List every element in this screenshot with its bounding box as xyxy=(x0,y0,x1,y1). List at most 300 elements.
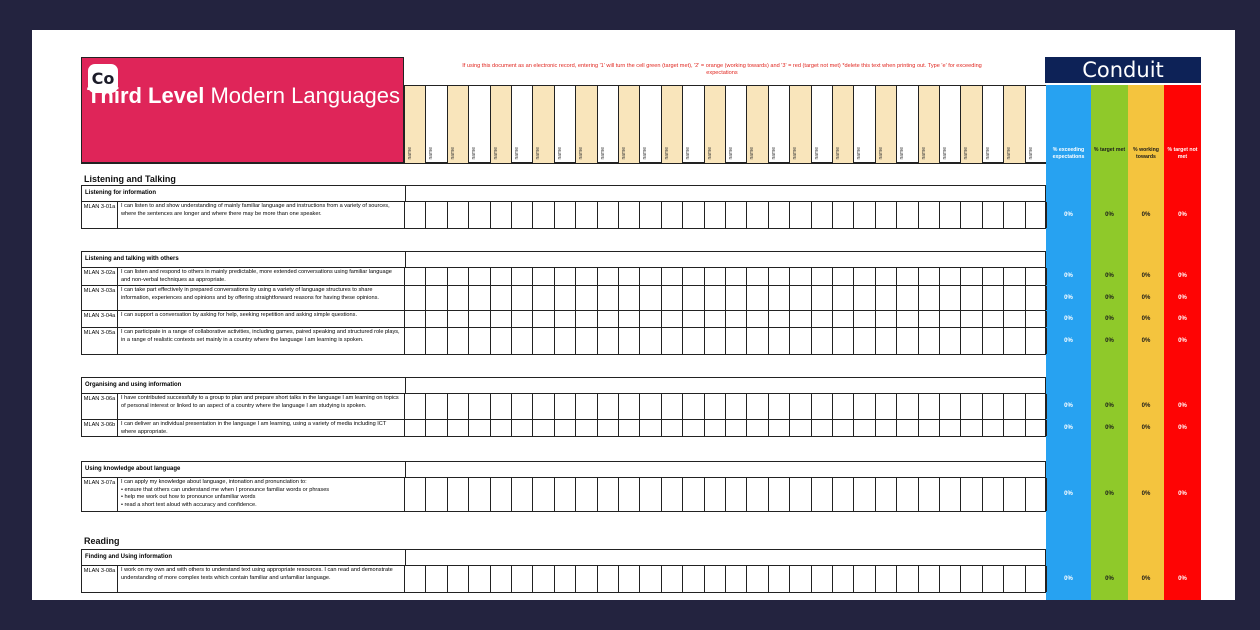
assessment-cell[interactable] xyxy=(983,286,1004,310)
assessment-cell[interactable] xyxy=(940,478,961,511)
pupil-name-cell[interactable] xyxy=(598,86,619,163)
pupil-name-cell[interactable] xyxy=(683,86,704,163)
assessment-cell[interactable] xyxy=(598,328,619,354)
assessment-cell[interactable] xyxy=(897,566,918,592)
assessment-cell[interactable] xyxy=(533,311,554,327)
assessment-cell[interactable] xyxy=(812,268,833,285)
assessment-cell[interactable] xyxy=(555,420,576,436)
assessment-cell[interactable] xyxy=(512,311,533,327)
assessment-cell[interactable] xyxy=(576,328,597,354)
assessment-cell[interactable] xyxy=(405,478,426,511)
assessment-cell[interactable] xyxy=(726,268,747,285)
assessment-cell[interactable] xyxy=(897,311,918,327)
assessment-cell[interactable] xyxy=(683,286,704,310)
assessment-cell[interactable] xyxy=(533,394,554,419)
assessment-cell[interactable] xyxy=(940,328,961,354)
assessment-cell[interactable] xyxy=(640,566,661,592)
assessment-cell[interactable] xyxy=(919,202,940,228)
assessment-cell[interactable] xyxy=(512,478,533,511)
assessment-cell[interactable] xyxy=(747,328,768,354)
assessment-cell[interactable] xyxy=(405,311,426,327)
assessment-cell[interactable] xyxy=(512,420,533,436)
assessment-cell[interactable] xyxy=(512,202,533,228)
assessment-cell[interactable] xyxy=(555,394,576,419)
assessment-cell[interactable] xyxy=(876,478,897,511)
assessment-cell[interactable] xyxy=(619,311,640,327)
assessment-cell[interactable] xyxy=(469,394,490,419)
assessment-cell[interactable] xyxy=(790,394,811,419)
assessment-cell[interactable] xyxy=(1004,286,1025,310)
assessment-cell[interactable] xyxy=(854,311,875,327)
pupil-name-cell[interactable] xyxy=(747,86,768,163)
pupil-name-cell[interactable] xyxy=(512,86,533,163)
assessment-cell[interactable] xyxy=(640,478,661,511)
assessment-cell[interactable] xyxy=(640,394,661,419)
assessment-cell[interactable] xyxy=(940,286,961,310)
assessment-cell[interactable] xyxy=(961,420,982,436)
assessment-cell[interactable] xyxy=(961,202,982,228)
assessment-cell[interactable] xyxy=(662,268,683,285)
assessment-cell[interactable] xyxy=(726,202,747,228)
assessment-cell[interactable] xyxy=(598,566,619,592)
assessment-cell[interactable] xyxy=(598,286,619,310)
assessment-cell[interactable] xyxy=(491,420,512,436)
assessment-cell[interactable] xyxy=(854,566,875,592)
assessment-cell[interactable] xyxy=(769,478,790,511)
assessment-cell[interactable] xyxy=(983,394,1004,419)
assessment-cell[interactable] xyxy=(705,394,726,419)
assessment-cell[interactable] xyxy=(983,328,1004,354)
assessment-cell[interactable] xyxy=(555,202,576,228)
assessment-cell[interactable] xyxy=(726,394,747,419)
assessment-cell[interactable] xyxy=(576,311,597,327)
pupil-name-cell[interactable] xyxy=(640,86,661,163)
assessment-cell[interactable] xyxy=(940,420,961,436)
assessment-cell[interactable] xyxy=(897,478,918,511)
assessment-cell[interactable] xyxy=(619,286,640,310)
pupil-name-cell[interactable] xyxy=(790,86,811,163)
assessment-cell[interactable] xyxy=(598,420,619,436)
assessment-cell[interactable] xyxy=(512,566,533,592)
assessment-cell[interactable] xyxy=(769,566,790,592)
assessment-cell[interactable] xyxy=(533,420,554,436)
assessment-cell[interactable] xyxy=(854,478,875,511)
assessment-cell[interactable] xyxy=(790,478,811,511)
assessment-cell[interactable] xyxy=(1026,286,1047,310)
assessment-cell[interactable] xyxy=(747,202,768,228)
assessment-cell[interactable] xyxy=(876,566,897,592)
assessment-cell[interactable] xyxy=(405,566,426,592)
assessment-cell[interactable] xyxy=(662,420,683,436)
assessment-cell[interactable] xyxy=(812,420,833,436)
assessment-cell[interactable] xyxy=(747,394,768,419)
assessment-cell[interactable] xyxy=(769,420,790,436)
assessment-cell[interactable] xyxy=(555,566,576,592)
assessment-cell[interactable] xyxy=(790,268,811,285)
assessment-cell[interactable] xyxy=(705,566,726,592)
assessment-cell[interactable] xyxy=(683,202,704,228)
pupil-name-cell[interactable] xyxy=(705,86,726,163)
assessment-cell[interactable] xyxy=(598,268,619,285)
assessment-cell[interactable] xyxy=(512,328,533,354)
assessment-cell[interactable] xyxy=(876,328,897,354)
assessment-cell[interactable] xyxy=(683,328,704,354)
assessment-cell[interactable] xyxy=(640,268,661,285)
assessment-cell[interactable] xyxy=(854,394,875,419)
assessment-cell[interactable] xyxy=(854,268,875,285)
assessment-cell[interactable] xyxy=(705,268,726,285)
assessment-cell[interactable] xyxy=(619,268,640,285)
pupil-name-cell[interactable] xyxy=(619,86,640,163)
assessment-cell[interactable] xyxy=(983,311,1004,327)
assessment-cell[interactable] xyxy=(940,394,961,419)
assessment-cell[interactable] xyxy=(940,311,961,327)
assessment-cell[interactable] xyxy=(983,566,1004,592)
assessment-cell[interactable] xyxy=(726,478,747,511)
assessment-cell[interactable] xyxy=(1026,478,1047,511)
assessment-cell[interactable] xyxy=(940,268,961,285)
assessment-cell[interactable] xyxy=(426,420,447,436)
assessment-cell[interactable] xyxy=(491,202,512,228)
assessment-cell[interactable] xyxy=(1026,420,1047,436)
assessment-cell[interactable] xyxy=(640,328,661,354)
assessment-cell[interactable] xyxy=(619,566,640,592)
assessment-cell[interactable] xyxy=(705,286,726,310)
assessment-cell[interactable] xyxy=(405,394,426,419)
pupil-name-cell[interactable] xyxy=(555,86,576,163)
assessment-cell[interactable] xyxy=(683,311,704,327)
assessment-cell[interactable] xyxy=(747,268,768,285)
assessment-cell[interactable] xyxy=(640,311,661,327)
assessment-cell[interactable] xyxy=(448,420,469,436)
assessment-cell[interactable] xyxy=(533,478,554,511)
assessment-cell[interactable] xyxy=(598,311,619,327)
assessment-cell[interactable] xyxy=(426,328,447,354)
assessment-cell[interactable] xyxy=(769,394,790,419)
pupil-name-cell[interactable] xyxy=(897,86,918,163)
assessment-cell[interactable] xyxy=(619,328,640,354)
assessment-cell[interactable] xyxy=(812,478,833,511)
assessment-cell[interactable] xyxy=(512,394,533,419)
assessment-cell[interactable] xyxy=(555,268,576,285)
assessment-cell[interactable] xyxy=(1004,394,1025,419)
assessment-cell[interactable] xyxy=(683,420,704,436)
assessment-cell[interactable] xyxy=(897,202,918,228)
pupil-name-cell[interactable] xyxy=(769,86,790,163)
assessment-cell[interactable] xyxy=(640,286,661,310)
assessment-cell[interactable] xyxy=(426,478,447,511)
assessment-cell[interactable] xyxy=(876,268,897,285)
assessment-cell[interactable] xyxy=(469,566,490,592)
assessment-cell[interactable] xyxy=(919,394,940,419)
assessment-cell[interactable] xyxy=(726,328,747,354)
assessment-cell[interactable] xyxy=(448,202,469,228)
pupil-name-cell[interactable] xyxy=(533,86,554,163)
pupil-name-cell[interactable] xyxy=(876,86,897,163)
assessment-cell[interactable] xyxy=(961,478,982,511)
assessment-cell[interactable] xyxy=(662,566,683,592)
assessment-cell[interactable] xyxy=(662,478,683,511)
assessment-cell[interactable] xyxy=(662,311,683,327)
assessment-cell[interactable] xyxy=(726,566,747,592)
assessment-cell[interactable] xyxy=(919,328,940,354)
assessment-cell[interactable] xyxy=(426,394,447,419)
pupil-name-cell[interactable] xyxy=(983,86,1004,163)
assessment-cell[interactable] xyxy=(747,478,768,511)
pupil-name-cell[interactable] xyxy=(1004,86,1025,163)
assessment-cell[interactable] xyxy=(747,420,768,436)
assessment-cell[interactable] xyxy=(640,202,661,228)
assessment-cell[interactable] xyxy=(790,566,811,592)
assessment-cell[interactable] xyxy=(705,478,726,511)
assessment-cell[interactable] xyxy=(512,286,533,310)
assessment-cell[interactable] xyxy=(426,202,447,228)
assessment-cell[interactable] xyxy=(598,478,619,511)
assessment-cell[interactable] xyxy=(533,202,554,228)
assessment-cell[interactable] xyxy=(790,286,811,310)
assessment-cell[interactable] xyxy=(576,566,597,592)
assessment-cell[interactable] xyxy=(491,286,512,310)
assessment-cell[interactable] xyxy=(1004,566,1025,592)
assessment-cell[interactable] xyxy=(854,202,875,228)
assessment-cell[interactable] xyxy=(769,328,790,354)
assessment-cell[interactable] xyxy=(1004,420,1025,436)
assessment-cell[interactable] xyxy=(448,286,469,310)
assessment-cell[interactable] xyxy=(426,286,447,310)
assessment-cell[interactable] xyxy=(469,328,490,354)
assessment-cell[interactable] xyxy=(1004,478,1025,511)
assessment-cell[interactable] xyxy=(469,268,490,285)
assessment-cell[interactable] xyxy=(576,202,597,228)
assessment-cell[interactable] xyxy=(897,420,918,436)
pupil-name-cell[interactable] xyxy=(576,86,597,163)
assessment-cell[interactable] xyxy=(576,394,597,419)
assessment-cell[interactable] xyxy=(662,328,683,354)
assessment-cell[interactable] xyxy=(1026,566,1047,592)
assessment-cell[interactable] xyxy=(491,311,512,327)
assessment-cell[interactable] xyxy=(983,478,1004,511)
assessment-cell[interactable] xyxy=(940,202,961,228)
pupil-name-cell[interactable] xyxy=(469,86,490,163)
assessment-cell[interactable] xyxy=(576,286,597,310)
assessment-cell[interactable] xyxy=(426,311,447,327)
assessment-cell[interactable] xyxy=(705,420,726,436)
assessment-cell[interactable] xyxy=(961,566,982,592)
assessment-cell[interactable] xyxy=(833,328,854,354)
assessment-cell[interactable] xyxy=(555,478,576,511)
pupil-name-cell[interactable] xyxy=(426,86,447,163)
assessment-cell[interactable] xyxy=(919,311,940,327)
assessment-cell[interactable] xyxy=(876,202,897,228)
assessment-cell[interactable] xyxy=(405,328,426,354)
assessment-cell[interactable] xyxy=(833,420,854,436)
assessment-cell[interactable] xyxy=(469,420,490,436)
assessment-cell[interactable] xyxy=(876,420,897,436)
assessment-cell[interactable] xyxy=(1004,268,1025,285)
assessment-cell[interactable] xyxy=(405,420,426,436)
pupil-name-cell[interactable] xyxy=(919,86,940,163)
assessment-cell[interactable] xyxy=(983,420,1004,436)
pupil-name-cell[interactable] xyxy=(854,86,875,163)
assessment-cell[interactable] xyxy=(533,328,554,354)
assessment-cell[interactable] xyxy=(769,311,790,327)
assessment-cell[interactable] xyxy=(448,328,469,354)
assessment-cell[interactable] xyxy=(533,286,554,310)
assessment-cell[interactable] xyxy=(1004,311,1025,327)
pupil-name-cell[interactable] xyxy=(812,86,833,163)
assessment-cell[interactable] xyxy=(1004,328,1025,354)
assessment-cell[interactable] xyxy=(897,394,918,419)
assessment-cell[interactable] xyxy=(426,268,447,285)
assessment-cell[interactable] xyxy=(683,268,704,285)
assessment-cell[interactable] xyxy=(1026,268,1047,285)
assessment-cell[interactable] xyxy=(726,311,747,327)
assessment-cell[interactable] xyxy=(919,268,940,285)
assessment-cell[interactable] xyxy=(469,286,490,310)
assessment-cell[interactable] xyxy=(833,394,854,419)
assessment-cell[interactable] xyxy=(961,311,982,327)
assessment-cell[interactable] xyxy=(747,566,768,592)
assessment-cell[interactable] xyxy=(491,478,512,511)
assessment-cell[interactable] xyxy=(747,286,768,310)
assessment-cell[interactable] xyxy=(876,286,897,310)
assessment-cell[interactable] xyxy=(833,478,854,511)
assessment-cell[interactable] xyxy=(790,311,811,327)
assessment-cell[interactable] xyxy=(876,311,897,327)
assessment-cell[interactable] xyxy=(448,566,469,592)
assessment-cell[interactable] xyxy=(961,394,982,419)
assessment-cell[interactable] xyxy=(683,394,704,419)
assessment-cell[interactable] xyxy=(961,286,982,310)
assessment-cell[interactable] xyxy=(1026,394,1047,419)
assessment-cell[interactable] xyxy=(897,328,918,354)
assessment-cell[interactable] xyxy=(705,311,726,327)
assessment-cell[interactable] xyxy=(812,394,833,419)
assessment-cell[interactable] xyxy=(683,566,704,592)
assessment-cell[interactable] xyxy=(598,202,619,228)
assessment-cell[interactable] xyxy=(576,478,597,511)
assessment-cell[interactable] xyxy=(619,394,640,419)
assessment-cell[interactable] xyxy=(833,202,854,228)
assessment-cell[interactable] xyxy=(812,286,833,310)
assessment-cell[interactable] xyxy=(405,268,426,285)
assessment-cell[interactable] xyxy=(812,566,833,592)
assessment-cell[interactable] xyxy=(983,268,1004,285)
assessment-cell[interactable] xyxy=(790,202,811,228)
assessment-cell[interactable] xyxy=(769,268,790,285)
assessment-cell[interactable] xyxy=(426,566,447,592)
assessment-cell[interactable] xyxy=(619,420,640,436)
assessment-cell[interactable] xyxy=(662,394,683,419)
assessment-cell[interactable] xyxy=(448,394,469,419)
assessment-cell[interactable] xyxy=(833,566,854,592)
assessment-cell[interactable] xyxy=(469,311,490,327)
pupil-name-cell[interactable] xyxy=(833,86,854,163)
assessment-cell[interactable] xyxy=(555,286,576,310)
assessment-cell[interactable] xyxy=(961,328,982,354)
assessment-cell[interactable] xyxy=(919,566,940,592)
assessment-cell[interactable] xyxy=(619,202,640,228)
assessment-cell[interactable] xyxy=(705,202,726,228)
assessment-cell[interactable] xyxy=(469,478,490,511)
assessment-cell[interactable] xyxy=(940,566,961,592)
assessment-cell[interactable] xyxy=(961,268,982,285)
assessment-cell[interactable] xyxy=(897,286,918,310)
pupil-name-cell[interactable] xyxy=(961,86,982,163)
assessment-cell[interactable] xyxy=(876,394,897,419)
assessment-cell[interactable] xyxy=(491,566,512,592)
assessment-cell[interactable] xyxy=(919,478,940,511)
assessment-cell[interactable] xyxy=(854,328,875,354)
pupil-name-cell[interactable] xyxy=(1026,86,1047,163)
assessment-cell[interactable] xyxy=(555,311,576,327)
assessment-cell[interactable] xyxy=(833,311,854,327)
assessment-cell[interactable] xyxy=(769,202,790,228)
pupil-name-cell[interactable] xyxy=(491,86,512,163)
assessment-cell[interactable] xyxy=(919,286,940,310)
pupil-name-cell[interactable] xyxy=(940,86,961,163)
assessment-cell[interactable] xyxy=(833,286,854,310)
assessment-cell[interactable] xyxy=(705,328,726,354)
assessment-cell[interactable] xyxy=(897,268,918,285)
assessment-cell[interactable] xyxy=(555,328,576,354)
assessment-cell[interactable] xyxy=(1004,202,1025,228)
assessment-cell[interactable] xyxy=(491,328,512,354)
pupil-name-cell[interactable] xyxy=(448,86,469,163)
assessment-cell[interactable] xyxy=(726,286,747,310)
assessment-cell[interactable] xyxy=(640,420,661,436)
assessment-cell[interactable] xyxy=(1026,202,1047,228)
pupil-name-cell[interactable] xyxy=(405,86,426,163)
assessment-cell[interactable] xyxy=(469,202,490,228)
assessment-cell[interactable] xyxy=(533,566,554,592)
assessment-cell[interactable] xyxy=(405,286,426,310)
assessment-cell[interactable] xyxy=(533,268,554,285)
assessment-cell[interactable] xyxy=(598,394,619,419)
assessment-cell[interactable] xyxy=(662,286,683,310)
assessment-cell[interactable] xyxy=(662,202,683,228)
assessment-cell[interactable] xyxy=(790,420,811,436)
assessment-cell[interactable] xyxy=(1026,311,1047,327)
assessment-cell[interactable] xyxy=(576,420,597,436)
assessment-cell[interactable] xyxy=(619,478,640,511)
assessment-cell[interactable] xyxy=(448,311,469,327)
assessment-cell[interactable] xyxy=(812,202,833,228)
assessment-cell[interactable] xyxy=(405,202,426,228)
assessment-cell[interactable] xyxy=(854,420,875,436)
assessment-cell[interactable] xyxy=(983,202,1004,228)
assessment-cell[interactable] xyxy=(448,478,469,511)
assessment-cell[interactable] xyxy=(512,268,533,285)
assessment-cell[interactable] xyxy=(812,328,833,354)
assessment-cell[interactable] xyxy=(1026,328,1047,354)
assessment-cell[interactable] xyxy=(683,478,704,511)
assessment-cell[interactable] xyxy=(790,328,811,354)
assessment-cell[interactable] xyxy=(726,420,747,436)
assessment-cell[interactable] xyxy=(747,311,768,327)
assessment-cell[interactable] xyxy=(576,268,597,285)
assessment-cell[interactable] xyxy=(491,268,512,285)
assessment-cell[interactable] xyxy=(448,268,469,285)
assessment-cell[interactable] xyxy=(854,286,875,310)
pupil-name-cell[interactable] xyxy=(662,86,683,163)
assessment-cell[interactable] xyxy=(833,268,854,285)
assessment-cell[interactable] xyxy=(812,311,833,327)
pupil-name-cell[interactable] xyxy=(726,86,747,163)
assessment-cell[interactable] xyxy=(491,394,512,419)
assessment-cell[interactable] xyxy=(769,286,790,310)
assessment-cell[interactable] xyxy=(919,420,940,436)
